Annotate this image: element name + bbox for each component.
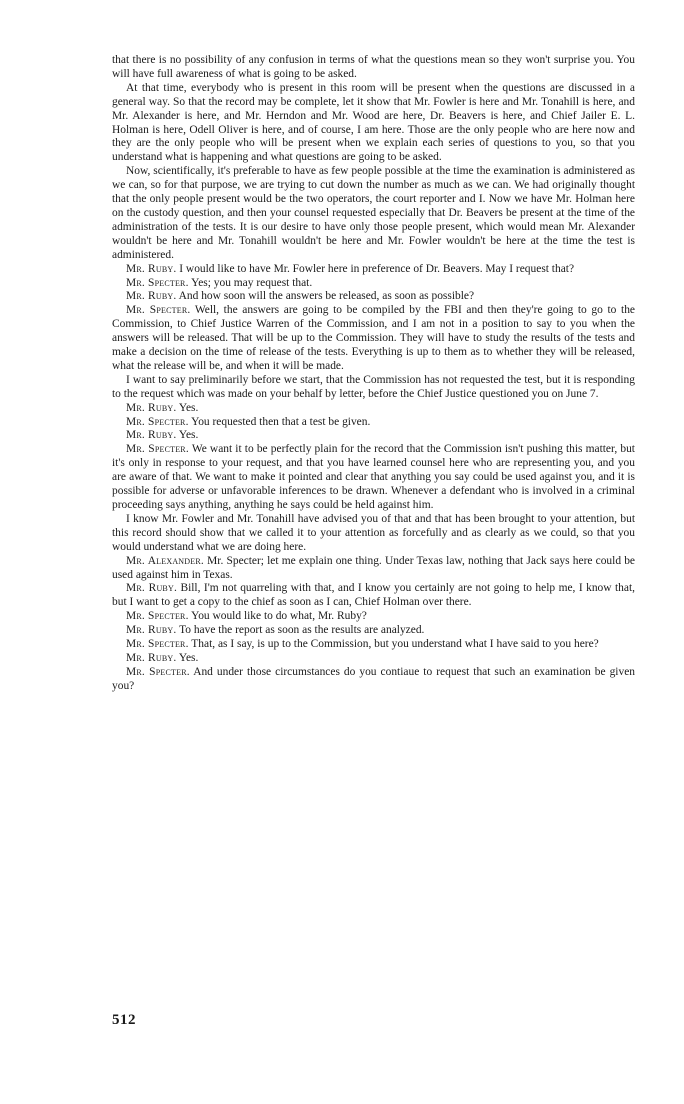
paragraph — [112, 624, 635, 638]
paragraph — [112, 304, 635, 374]
speaker-name: Mr. Specter. — [126, 610, 189, 623]
paragraph-text: Yes. — [178, 429, 199, 442]
paragraph-text: that there is no possibility of any confusion in terms of what the questions mean so they won't surprise you. You will have full awareness of what is going to be asked. — [112, 54, 635, 80]
paragraph-text: You requested then that a test be given. — [191, 415, 371, 428]
speaker-name: Mr. Specter. — [126, 443, 189, 456]
paragraph-text: At that time, everybody who is present in this room will be present when the questions are discussed in a general way. So that the record may be complete, let it show that Mr. Fowler is here and Mr. Tonahill is here, and Mr. Alexander is here, and Mr. Herndon and Mr. Wood are here, Dr. Beavers is here, and Chief Jailer E. L. Holman is here, Odell Oliver is here, and of course, I am here. Those are the only people who are here now and they are the only people who will be present when we explain each series of questions to you, so that you understand what is happening and what questions are going to be asked. — [112, 81, 635, 164]
paragraph — [112, 443, 635, 513]
paragraph-text: That, as I say, is up to the Commission, but you understand what I have said to you here? — [191, 638, 599, 651]
paragraph-text: To have the report as soon as the results are analyzed. — [179, 624, 425, 637]
paragraph — [112, 416, 635, 430]
speaker-name: Mr. Ruby. — [126, 290, 177, 303]
paragraph-text: Now, scientifically, it's preferable to have as few people possible at the time the examination is administered as we can, so for that purpose, we are trying to cut down the number as much as we can. We had originally thought that the only people present would be the two operators, the court reporter and I. Now we have Mr. Holman here on the custody question, and then your counsel requested especially that Dr. Beavers be present at the time of the administration of the tests. It is our desire to have only those people present, which would mean Mr. Alexander wouldn't be here and Mr. Tonahill wouldn't be here and Mr. Fowler wouldn't be here at the time the test is administered. — [112, 165, 635, 261]
paragraph-text: We want it to be perfectly plain for the record that the Commission isn't pushing this matter, but it's only in response to your request, and that you have learned counsel here who are representing you, and you are aware of that. We want to make it pointed and clear that anything you say could be used against you, and it is possible for adverse or unfavorable inferences to be drawn. Whenever a defendant who is involved in a criminal proceeding says anything, anything he says could be held against him. — [112, 443, 635, 511]
speaker-name: Mr. Alexander. — [126, 554, 204, 567]
paragraph-text: You would like to do what, Mr. Ruby? — [191, 610, 367, 623]
paragraph — [112, 263, 635, 277]
paragraph — [112, 582, 635, 610]
speaker-name: Mr. Specter. — [126, 276, 189, 289]
paragraph-text: Well, the answers are going to be compiled by the FBI and then they're going to go to the Commission, to Chief Justice Warren of the Commission, and I am not in a position to say to you when the answers will be released. That will be up to the Commission. They will have to study the results of the tests and make a decision on the time of release of the tests. Everything is up to them as to whether they will be released, what the release will be, and when it will be made. — [112, 304, 635, 372]
speaker-name: Mr. Specter. — [126, 638, 189, 651]
paragraph — [112, 666, 635, 694]
paragraph-text: Yes. — [178, 401, 199, 414]
document-body — [112, 54, 635, 694]
paragraph — [112, 610, 635, 624]
paragraph — [112, 638, 635, 652]
paragraph-text: Mr. Specter; let me explain one thing. Under Texas law, nothing that Jack says here could be used against him in Texas. — [112, 554, 636, 581]
page-number: 512 — [112, 1012, 136, 1028]
speaker-name: Mr. Ruby. — [126, 262, 177, 275]
speaker-name: Mr. Specter. — [126, 415, 189, 428]
paragraph — [112, 374, 635, 402]
paragraph-text: Bill, I'm not quarreling with that, and I know you certainly are not going to help me, I know that, but I want to get a copy to the chief as soon as I can, Chief Holman over there. — [112, 582, 635, 609]
paragraph — [112, 165, 635, 262]
paragraph — [112, 277, 635, 291]
paragraph — [112, 54, 635, 82]
paragraph — [112, 402, 635, 416]
paragraph — [112, 513, 635, 555]
speaker-name: Mr. Specter. — [126, 665, 190, 678]
speaker-name: Mr. Ruby. — [126, 651, 177, 664]
speaker-name: Mr. Ruby. — [126, 401, 177, 414]
speaker-name: Mr. Ruby. — [126, 429, 177, 442]
paragraph — [112, 652, 635, 666]
speaker-name: Mr. Ruby. — [126, 624, 177, 637]
paragraph — [112, 82, 635, 165]
paragraph-text: I want to say preliminarily before we start, that the Commission has not requested the test, but it is responding to the request which was made on your behalf by letter, before the Chief Justice questioned you on June 7. — [112, 373, 635, 400]
paragraph — [112, 555, 635, 583]
paragraph-text: Yes. — [178, 651, 199, 664]
paragraph — [112, 429, 635, 443]
paragraph-text: I know Mr. Fowler and Mr. Tonahill have advised you of that and that has been brought to your attention, but this record should show that we called it to your attention as forcefully and as clearly as we could, so that you would understand what we are doing here. — [112, 512, 635, 553]
paragraph-text: I would like to have Mr. Fowler here in preference of Dr. Beavers. May I request that? — [179, 262, 575, 275]
paragraph-text: Yes; you may request that. — [191, 276, 313, 289]
speaker-name: Mr. Ruby. — [126, 582, 177, 595]
paragraph-text: And how soon will the answers be released, as soon as possible? — [178, 290, 475, 303]
paragraph — [112, 290, 635, 304]
speaker-name: Mr. Specter. — [126, 304, 191, 317]
paragraph-text: And under those circumstances do you contiaue to request that such an examination be given you? — [112, 665, 635, 692]
